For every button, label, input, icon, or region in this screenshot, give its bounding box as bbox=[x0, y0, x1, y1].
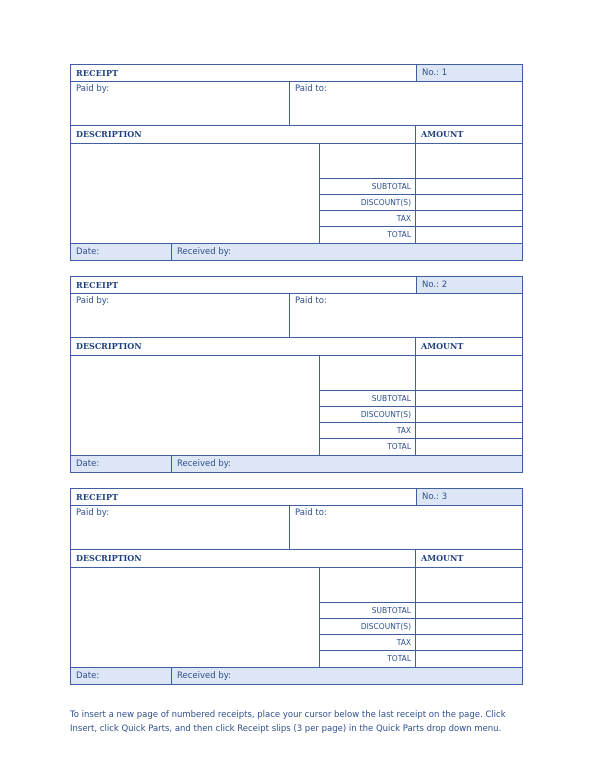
total-amount[interactable] bbox=[416, 650, 522, 666]
receipt-number-label: No.: bbox=[422, 68, 439, 78]
receipt-title: RECEIPT bbox=[71, 277, 416, 293]
received-by-field[interactable]: Received by: bbox=[172, 455, 522, 472]
receipt-number-label: No.: bbox=[422, 280, 439, 290]
tax-label: TAX bbox=[320, 634, 416, 650]
subtotal-amount[interactable] bbox=[416, 178, 522, 194]
paid-to-field[interactable]: Paid to: bbox=[295, 508, 327, 518]
description-field[interactable] bbox=[71, 355, 320, 455]
amount-header: AMOUNT bbox=[421, 553, 464, 563]
tax-amount[interactable] bbox=[416, 422, 522, 438]
subtotal-amount[interactable] bbox=[416, 390, 522, 406]
receipt-number[interactable] bbox=[416, 277, 522, 293]
description-header: DESCRIPTION bbox=[71, 125, 416, 143]
amount-header: AMOUNT bbox=[421, 341, 464, 351]
tax-label: TAX bbox=[320, 422, 416, 438]
tax-amount[interactable] bbox=[416, 634, 522, 650]
tax-amount[interactable] bbox=[416, 210, 522, 226]
paid-by-field[interactable]: Paid by: bbox=[71, 81, 290, 125]
receipt-number[interactable] bbox=[416, 65, 522, 81]
amount-header: AMOUNT bbox=[421, 129, 464, 139]
discounts-label: DISCOUNT(S) bbox=[320, 194, 416, 210]
paid-by-field[interactable]: Paid by: bbox=[71, 293, 290, 337]
total-label: TOTAL bbox=[320, 650, 416, 666]
subtotal-label: SUBTOTAL bbox=[320, 390, 416, 406]
subtotal-amount[interactable] bbox=[416, 602, 522, 618]
received-by-field[interactable]: Received by: bbox=[172, 243, 522, 260]
total-amount[interactable] bbox=[416, 226, 522, 242]
receipt-number-value: 1 bbox=[441, 68, 448, 78]
discounts-amount[interactable] bbox=[416, 406, 522, 422]
discounts-label: DISCOUNT(S) bbox=[320, 406, 416, 422]
subtotal-label: SUBTOTAL bbox=[320, 178, 416, 194]
receipt-2 bbox=[70, 276, 523, 473]
total-label: TOTAL bbox=[320, 438, 416, 454]
subtotal-label: SUBTOTAL bbox=[320, 602, 416, 618]
paid-to-field[interactable]: Paid to: bbox=[295, 296, 327, 306]
receipt-1 bbox=[70, 64, 523, 261]
paid-by-field[interactable]: Paid by: bbox=[71, 505, 290, 549]
date-field[interactable]: Date: bbox=[71, 455, 172, 472]
receipt-number-value: 2 bbox=[441, 280, 448, 290]
date-field[interactable]: Date: bbox=[71, 243, 172, 260]
discounts-amount[interactable] bbox=[416, 618, 522, 634]
discounts-label: DISCOUNT(S) bbox=[320, 618, 416, 634]
description-header: DESCRIPTION bbox=[71, 337, 416, 355]
description-header: DESCRIPTION bbox=[71, 549, 416, 567]
date-field[interactable]: Date: bbox=[71, 667, 172, 684]
instructions-text: To insert a new page of numbered receipts, place your cursor below the last receipt on the page. Click Insert, click Quick Parts, and then click Receipt slips (3 per page) in the Quick Parts drop down menu. bbox=[70, 710, 506, 734]
discounts-amount[interactable] bbox=[416, 194, 522, 210]
description-field[interactable] bbox=[71, 143, 320, 243]
receipt-number-value: 3 bbox=[441, 492, 448, 502]
total-amount[interactable] bbox=[416, 438, 522, 454]
receipt-number[interactable] bbox=[416, 489, 522, 505]
received-by-field[interactable]: Received by: bbox=[172, 667, 522, 684]
receipt-number-label: No.: bbox=[422, 492, 439, 502]
tax-label: TAX bbox=[320, 210, 416, 226]
receipt-title: RECEIPT bbox=[71, 65, 416, 81]
receipt-title: RECEIPT bbox=[71, 489, 416, 505]
receipt-3 bbox=[70, 488, 523, 685]
total-label: TOTAL bbox=[320, 226, 416, 242]
paid-to-field[interactable]: Paid to: bbox=[295, 84, 327, 94]
description-field[interactable] bbox=[71, 567, 320, 667]
